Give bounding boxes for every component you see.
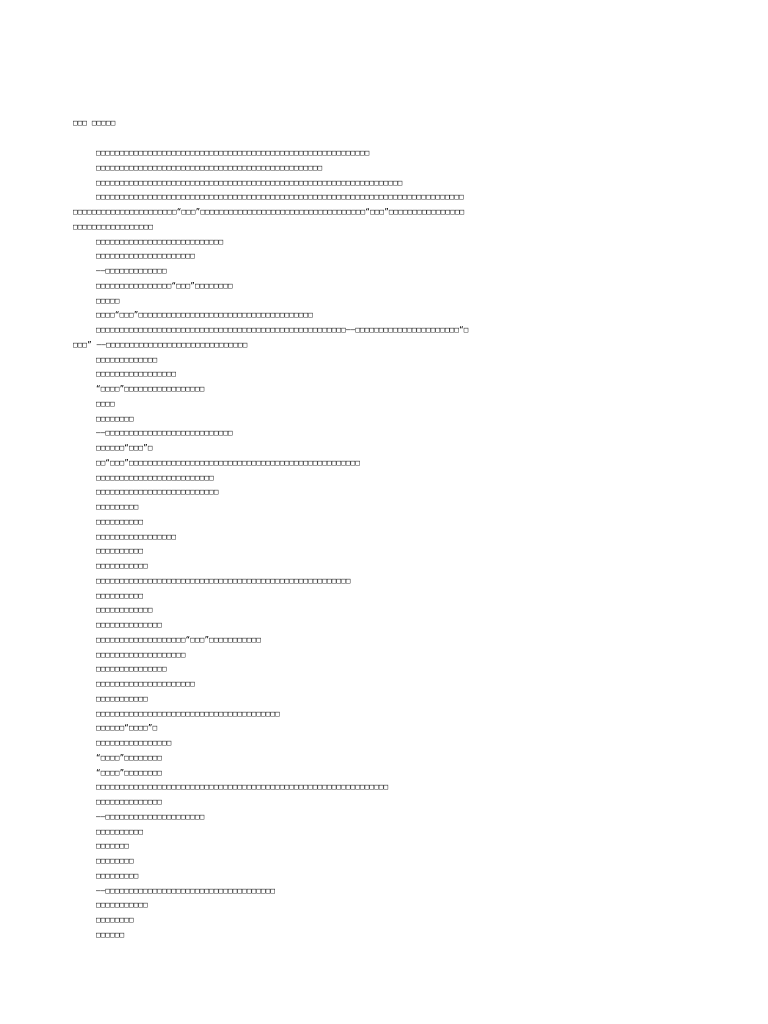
text-line: ——□□□□□□□□□□□□□	[96, 266, 167, 275]
text-line: □□□□□□□□□□□□□□□□□□□□□□□□□□□□□□□□□□□□□□□□□□□□□□□□□□□□□□	[96, 575, 351, 585]
text-line: □□□□□□□□□□□□□□□□□□□□□□□□□□□	[96, 236, 224, 246]
text-line: “□□□□”□□□□□□□□	[96, 767, 163, 777]
text-line: □□□□□□□□□□□□□□□	[96, 664, 167, 674]
text-line: □□□□□□□□□□□□□□□□□	[96, 531, 177, 541]
text-line: □□□□□□□□□□□□□□□□□□□□□□□□□□□□□□□□□□□□□□□□□□□□□□□□□□□□□□□□□□□□□□□□□□□□□□□□□□□□□□	[96, 192, 464, 202]
text-line: □□□□□□□□□□□□□□□□□	[73, 221, 154, 231]
text-line: □□□□□□□□□□□□□	[96, 354, 158, 364]
text-line: □□□□□□□□□□□□□□□□□	[96, 369, 177, 379]
text-line: □□□□“□□□”□□□□□□□□□□□□□□□□□□□□□□□□□□□□□□□□□□□□□	[96, 310, 313, 320]
text-line: □□□” ——□□□□□□□□□□□□□□□□□□□□□□□□□□□□□□	[73, 339, 248, 349]
text-line: □□□□□□“□□□□”□	[96, 723, 158, 733]
text-line: □□□□□□□□□□	[96, 590, 144, 600]
text-line: □□□□□□“□□□”□	[96, 443, 153, 452]
text-line: □□□□□□□□□□□□□□□□□□□□□□“□□□”□□□□□□□□□□□□□□□□□□□□□□□□□□□□□□□□□□□“□□□”□□□□□□□□□□□□□□□□	[73, 207, 465, 216]
text-line: □□□□□□	[96, 929, 125, 939]
text-line: □□□□□□□□□□□□	[96, 605, 153, 615]
text-line: □□□□□□□□□□□□□□	[96, 620, 163, 629]
text-line: ——□□□□□□□□□□□□□□□□□□□□□	[96, 811, 205, 821]
text-line: □□□□□□□□□□□□□□□□□□□□□□□□□	[96, 472, 214, 482]
text-line: □□“□□□”□□□□□□□□□□□□□□□□□□□□□□□□□□□□□□□□□□□□□□□□□□□□□□□□□	[96, 457, 361, 467]
text-line: □□□□□□□□□□□	[96, 900, 148, 910]
text-line: □□□□□□□□□□□□□□□□□□□	[96, 649, 186, 659]
text-line: “□□□□”□□□□□□□□□□□□□□□□□	[96, 384, 205, 393]
text-line: “□□□□”□□□□□□□□	[96, 752, 163, 762]
text-line: □□□□□□□□□□□□□□□□□□□□□	[96, 251, 196, 261]
text-line: □□□□□□□□□	[96, 870, 139, 880]
text-line: □□□□□□□□□□	[96, 516, 144, 526]
text-line: □□□□□□□□□□	[96, 826, 144, 836]
text-line: □□□□□□□□□□□□□□□□□□□□□□□□□□□□□□□□□□□□□□□□□□□□□□□□□□□□□□□□□□□□□□□□□	[96, 177, 403, 187]
text-line: □□□□□□□□□□□□□□□□□□□□□□□□□□□□□□□□□□□□□□□	[96, 708, 280, 718]
text-line: □□□□□□□□□□□	[96, 693, 148, 703]
text-line: □□□□□□□□□□□□□□□□□□□□□□□□□□□□□□□□□□□□□□□□□□□□□□□□□□□□□——□□□□□□□□□□□□□□□□□□□□□□“□	[96, 325, 469, 334]
text-line: □□□□□□□□□□□□□□□□□□□“□□□”□□□□□□□□□□□	[96, 634, 262, 644]
text-line: □□□□□□□□□□□□□□□□□□□□□□□□□□	[96, 487, 219, 497]
text-line: □□□□□□□□□□	[96, 546, 144, 556]
text-line: □□□□□□□□	[96, 413, 134, 423]
text-line: □□□□□□□□□□□□□□□□□□□□□□□□□□□□□□□□□□□□□□□□□□□□□□□□□□□□□□□□□□	[96, 148, 370, 157]
text-line: □□□□□□□□□□□□□□	[96, 797, 163, 806]
text-line: □□□□□□□□	[96, 915, 134, 924]
text-line: □□□□□	[96, 295, 120, 305]
text-line: □□□□□□□□□□□□□□□□“□□□”□□□□□□□□	[96, 280, 233, 290]
text-line: ——□□□□□□□□□□□□□□□□□□□□□□□□□□□	[96, 428, 233, 438]
text-line: ——□□□□□□□□□□□□□□□□□□□□□□□□□□□□□□□□□□□□	[96, 885, 276, 895]
text-line: □□□□□□□□□	[96, 502, 139, 511]
text-line: □□□□□□□□□□□□□□□□□□□□□	[96, 679, 196, 688]
text-line: □□□□□□□□□□□□□□□□□□□□□□□□□□□□□□□□□□□□□□□□□□□□□□□□□□□□□□□□□□□□□□	[96, 782, 389, 792]
text-line: □□□□□□□□□□□□□□□□□□□□□□□□□□□□□□□□□□□□□□□□□□□□□□□□	[96, 162, 323, 172]
text-line: □□□□□□□□	[96, 856, 134, 865]
document-title: □□□ □□□□□	[73, 118, 116, 127]
text-line: □□□□□□□□□□□□□□□□	[96, 738, 172, 747]
text-line: □□□□□□□	[96, 841, 130, 851]
document-body	[73, 146, 703, 943]
text-line: □□□□□□□□□□□	[96, 561, 148, 570]
text-line: □□□□	[96, 398, 115, 408]
